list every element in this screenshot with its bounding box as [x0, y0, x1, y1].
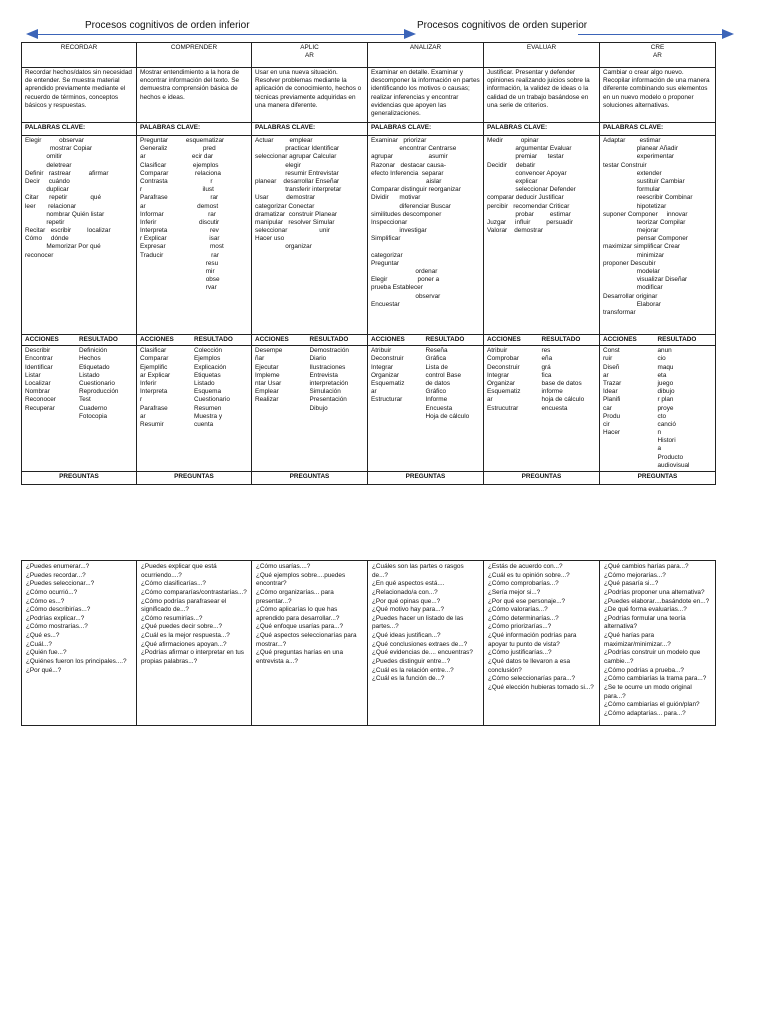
acciones-resultado-body: [252, 346, 368, 472]
acciones-label: ACCIONES: [255, 336, 289, 343]
resultado-label: RESULTADO: [425, 336, 465, 343]
question-item: ¿Puedes distinguir entre...?: [372, 658, 451, 666]
acciones-resultado-body: [137, 346, 252, 472]
question-item: ¿Puedes hacer un listado de las partes...?: [372, 614, 464, 631]
column-title: RECORDAR: [22, 43, 137, 68]
question-item: ¿Cuál...?: [26, 640, 52, 648]
resultado-list: Demostración Diario Ilustraciones Entrevista interpretación Simulación Presentación Dibujo: [309, 347, 349, 412]
question-item: ¿Cuál es la función de...?: [372, 675, 445, 683]
preguntas-title: PREGUNTAS: [368, 472, 484, 485]
keywords-list: Examinar priorizar encontrar Centrarse agrupar asumir Razonar destacar causa- efecto Inferencia separar aislar Comparar distinguir reorganizar Dividir motivar diferenciar Buscar similitudes descomponer Inspeccionar investigar Simplificar categorizar Preguntar ordenar Elegir poner a prueba Establecer observar Encuestar: [368, 136, 484, 335]
question-item: ¿Cómo determinarías...?: [488, 614, 559, 622]
keywords-list: Adaptar estimar planear Añadir experimentar testar Construir extender sustituir Cambiar formular reescribir Combinar hipotetizar suponer Componer innovar teorizar Compilar mejorar pensar Componer maximizar simplificar Crear minimizar proponer Descubir modelar visualizar Diseñar modificar Desarrollar originar Elaborar transformar: [600, 136, 716, 335]
resultado-list: anun cio maqu eta juego dibujo r plan proye cto canció n Histori a Producto audiovisual: [657, 347, 690, 469]
column-definition: Mostrar entendimiento a la hora de encontrar información del texto. Se demuestra comprensión básica de hechos e ideas.: [137, 68, 252, 123]
question-item: ¿Cómo mejorarías...?: [604, 571, 666, 579]
middle-arrow-icon: [250, 34, 410, 35]
acciones-list: Atribuir Comprobar Deconstruir Integrar Organizar Esquematiz ar Estrucutrar: [487, 347, 521, 412]
question-item: ¿Puedes elaborar....basándote en...?: [604, 597, 710, 605]
acciones-list: Const ruir Diseñ ar Trazar Idear Planifi car Produ cir Hacer: [603, 347, 622, 437]
question-item: ¿Podrías construir un modelo que cambie...?: [604, 649, 701, 666]
question-item: ¿Cómo cambiarías la trama para...?: [604, 675, 707, 683]
preguntas-title: PREGUNTAS: [600, 472, 716, 485]
question-item: ¿Por qué...?: [26, 666, 62, 674]
acciones-list: Clasificar Comparar Ejemplific ar Explicar Inferir Interpreta r Parafrase ar Resumir: [140, 347, 171, 428]
question-item: ¿Estás de acuerdo con...?: [488, 563, 563, 570]
question-item: ¿Qué aspectos seleccionarías para mostrar...?: [256, 632, 357, 648]
question-item: ¿Qué afirmaciones apoyan...?: [141, 640, 227, 648]
acciones-resultado-body: [600, 346, 716, 472]
keywords-list: Preguntar esquematizar Generaliz pred ar ecir dar Clasificar ejemplos Comparar relaciona Contrasta r r ilust Parafrase rar ar demost Informar rar Inferir discutir Interpreta rev r Explicar isar Expresar most Traducir rar resu mir obse rvar: [137, 136, 252, 335]
resultado-list: Reseña Gráfica Lista de control Base de datos Gráfico Informe Encuesta Hoja de cálculo: [425, 347, 470, 420]
taxonomy-table: [21, 42, 716, 485]
acciones-resultado-body: [368, 346, 484, 472]
question-item: ¿Cómo valorarías...?: [488, 606, 548, 614]
acciones-list: Desempe ñar Ejecutar Impleme ntar Usar Emplear Realizar: [255, 347, 283, 404]
question-item: ¿Relacionado/a con...?: [372, 588, 438, 596]
question-item: ¿Sería mejor si...?: [488, 588, 541, 596]
question-item: ¿Qué conclusiones extraes de...?: [372, 640, 468, 648]
question-item: ¿Podrías proponer una alternativa?: [604, 588, 705, 596]
question-item: ¿Cómo describirías...?: [26, 606, 91, 614]
question-item: ¿Quiénes fueron los principales....?: [26, 658, 127, 666]
acciones-resultado-header: [22, 335, 137, 346]
question-item: ¿Cómo comprobarías...?: [488, 580, 559, 588]
keywords-list: Medir opinar argumentar Evaluar premiar testar Decidir debatir convencer Apoyar explicar seleccionar Defender comparar deducir Justificar percibir recomendar Criticar probar estimar Juzgar influir persuadir Valorar demostrar: [484, 136, 600, 335]
questions-list: [252, 561, 368, 726]
question-item: ¿Se te ocurre un modo original para...?: [604, 683, 692, 700]
question-item: ¿Cómo compararías/contrastarías...?: [141, 588, 247, 596]
question-item: ¿Cuáles son las partes o rasgos de...?: [372, 563, 464, 579]
question-item: ¿De qué forma evaluarías...?: [604, 606, 687, 614]
question-item: ¿Puedes enumerar...?: [26, 563, 90, 570]
question-item: ¿Cómo justificarías...?: [488, 649, 552, 657]
lower-order-label: Procesos cognitivos de orden inferior: [82, 20, 253, 31]
questions-list: [137, 561, 252, 726]
preguntas-title: PREGUNTAS: [22, 472, 137, 485]
question-item: ¿Cómo es...?: [26, 597, 65, 605]
question-item: ¿Podrías afirmar o interpretar en tus propias palabras...?: [141, 649, 245, 666]
acciones-label: ACCIONES: [487, 336, 521, 343]
question-item: ¿Qué puedes decir sobre...?: [141, 623, 222, 631]
column-title: ANALIZAR: [368, 43, 484, 68]
right-arrow-icon: [578, 34, 728, 35]
resultado-label: RESULTADO: [194, 336, 233, 343]
preguntas-title: PREGUNTAS: [252, 472, 368, 485]
keywords-title: PALABRAS CLAVE:: [137, 123, 252, 136]
resultado-label: RESULTADO: [541, 336, 581, 343]
question-item: ¿Qué preguntas harías en una entrevista a...?: [256, 649, 344, 666]
column-title: APLIC AR: [252, 43, 368, 68]
question-item: ¿Puedes explicar que está ocurriendo....?: [141, 563, 217, 579]
questions-table: [21, 560, 716, 726]
keywords-list: Elegir observar mostrar Copiar omitir deletrear Definir rastrear afirmar Decir cuándo duplicar Citar repetir qué leer relacionar nombrar Quién listar repetir Recitar escribir localizar Cómo dónde Memorizar Por qué reconocer: [22, 136, 137, 335]
resultado-label: RESULTADO: [657, 336, 697, 343]
acciones-resultado-body: [22, 346, 137, 472]
column-title: CRE AR: [600, 43, 716, 68]
acciones-label: ACCIONES: [603, 336, 637, 343]
acciones-resultado-header: [600, 335, 716, 346]
question-item: ¿Puedes seleccionar...?: [26, 580, 95, 588]
question-item: ¿Quién fue...?: [26, 649, 67, 657]
questions-list: [368, 561, 484, 726]
question-item: ¿Cómo cambiarías el guión/plan?: [604, 701, 700, 709]
left-arrow-icon: [30, 34, 280, 35]
questions-list: [600, 561, 716, 726]
keywords-title: PALABRAS CLAVE:: [600, 123, 716, 136]
resultado-list: res eña grá fica base de datos informe hoja de cálculo encuesta: [541, 347, 585, 412]
question-item: ¿Cómo usarías....?: [256, 563, 311, 570]
resultado-label: RESULTADO: [309, 336, 349, 343]
question-item: ¿Qué ideas justifican...?: [372, 632, 441, 640]
header: [0, 14, 768, 44]
column-title: EVALUAR: [484, 43, 600, 68]
question-item: ¿Podrías explicar...?: [26, 614, 85, 622]
acciones-resultado-body: [484, 346, 600, 472]
question-item: ¿Cuál es la mejor respuesta...?: [141, 632, 230, 640]
acciones-resultado-header: [252, 335, 368, 346]
column-definition: Examinar en detalle. Examinar y descomponer la información en partes identificando los motivos o causas; realizar inferencias y encontrar evidencias que apoyen las generalizaciones.: [368, 68, 484, 123]
question-item: ¿Qué enfoque usarías para...?: [256, 623, 344, 631]
question-item: ¿Qué datos te llevaron a esa conclusión?: [488, 658, 571, 674]
question-item: ¿Cómo aplicarías lo que has aprendido para desarrollar...?: [256, 606, 340, 622]
acciones-resultado-header: [137, 335, 252, 346]
questions-list: [484, 561, 600, 726]
question-item: ¿Por qué ese personaje...?: [488, 597, 566, 605]
resultado-list: Colección Ejemplos Explicación Etiquetas Listado Esquema Cuestionario Resumen Muestra y cuenta: [194, 347, 230, 428]
keywords-title: PALABRAS CLAVE:: [252, 123, 368, 136]
question-item: ¿Cómo podrías parafrasear el significado de...?: [141, 597, 227, 614]
question-item: ¿Cómo resumirías...?: [141, 614, 203, 622]
keywords-title: PALABRAS CLAVE:: [368, 123, 484, 136]
resultado-label: RESULTADO: [79, 336, 118, 343]
acciones-label: ACCIONES: [25, 336, 59, 343]
acciones-list: Atribuir Deconstruir Integrar Organizar Esquematiz ar Estructurar: [371, 347, 405, 404]
keywords-list: Actuar emplear practicar Identificar seleccionar agrupar Calcular elegir resumir Entrevistar planear desarrollar Enseñar transferir interpretar Usar demostrar categorizar Conectar dramatizar construir Planear manipular resolver Simular seleccionar unir Hacer uso organizar: [252, 136, 368, 335]
acciones-list: Describir Encontrar Identificar Listar Localizar Nombrar Reconocer Recuperar: [25, 347, 56, 412]
column-title: COMPRENDER: [137, 43, 252, 68]
question-item: ¿Cómo podrías a prueba...?: [604, 666, 684, 674]
keywords-title: PALABRAS CLAVE:: [484, 123, 600, 136]
question-item: ¿Qué ejemplos sobre....puedes encontrar?: [256, 571, 346, 588]
question-item: ¿Qué harías para maximizar/minimizar...?: [604, 632, 671, 648]
question-item: ¿Cuál es tu opinión sobre...?: [488, 571, 570, 579]
preguntas-title: PREGUNTAS: [137, 472, 252, 485]
column-definition: Recordar hechos/datos sin necesidad de entender. Se muestra material aprendido previamente mediante el recuerdo de términos, conceptos básicos y respuestas.: [22, 68, 137, 123]
higher-order-label: Procesos cognitivos de orden superior: [414, 20, 590, 31]
question-item: ¿Cómo mostrarías...?: [26, 623, 88, 631]
question-item: ¿Qué cambios harías para...?: [604, 563, 689, 570]
resultado-list: Definición Hechos Etiquetado Listado Cuestionario Reproducción Test Cuaderno Fotocopia: [79, 347, 119, 420]
question-item: ¿En qué aspectos está....: [372, 580, 445, 588]
question-item: ¿Qué es...?: [26, 632, 60, 640]
question-item: ¿Cómo organizarías... para presentar...?: [256, 588, 334, 605]
question-item: ¿Cómo seleccionarías para...?: [488, 675, 576, 683]
acciones-label: ACCIONES: [140, 336, 174, 343]
question-item: ¿Qué información podrías para apoyar tu punto de vista?: [488, 632, 577, 648]
preguntas-title: PREGUNTAS: [484, 472, 600, 485]
keywords-title: PALABRAS CLAVE:: [22, 123, 137, 136]
question-item: ¿Por qué opinas que...?: [372, 597, 441, 605]
question-item: ¿Podrías formular una teoría alternativa?: [604, 614, 686, 631]
question-item: ¿Qué elección hubieras tomado si...?: [488, 683, 594, 691]
acciones-resultado-header: [368, 335, 484, 346]
column-definition: Cambiar o crear algo nuevo. Recopilar información de una manera diferente combinando sus elementos en un nuevo modelo o proponer soluciones alternativas.: [600, 68, 716, 123]
questions-list: [22, 561, 137, 726]
question-item: ¿Cómo priorizarías...?: [488, 623, 552, 631]
acciones-label: ACCIONES: [371, 336, 405, 343]
column-definition: Justificar. Presentar y defender opiniones realizando juicios sobre la información, la validez de ideas o la calidad de un trabajo basándose en una serie de criterios.: [484, 68, 600, 123]
question-item: ¿Cuál es la relación entre...?: [372, 666, 454, 674]
question-item: ¿Qué motivo hay para...?: [372, 606, 445, 614]
column-definition: Usar en una nueva situación. Resolver problemas mediante la aplicación de conocimiento, hechos o técnicas previamente adquiridas en una manera diferente.: [252, 68, 368, 123]
acciones-resultado-header: [484, 335, 600, 346]
question-item: ¿Qué pasaría si...?: [604, 580, 659, 588]
question-item: ¿Cómo adaptarías... para...?: [604, 709, 686, 717]
question-item: ¿Cómo ocurrió...?: [26, 588, 78, 596]
question-item: ¿Puedes recordar...?: [26, 571, 86, 579]
question-item: ¿Cómo clasificarías...?: [141, 580, 206, 588]
question-item: ¿Qué evidencias de.... encuentras?: [372, 649, 473, 657]
